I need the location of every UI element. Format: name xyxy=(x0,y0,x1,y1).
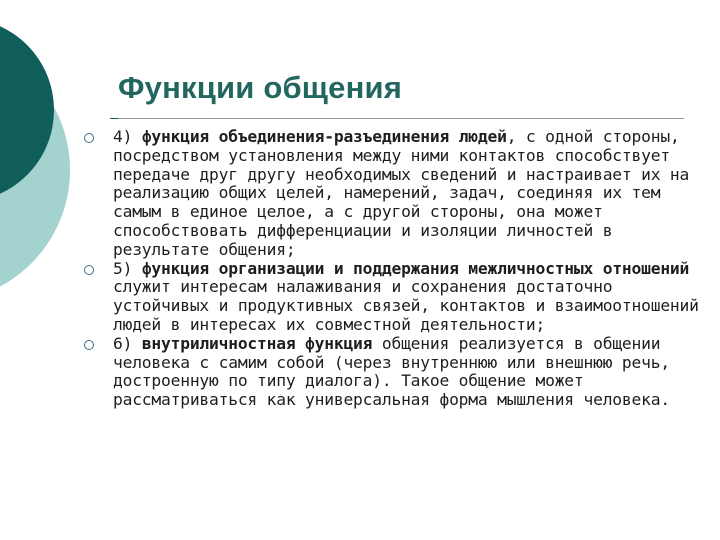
item-description: общения реализуется в общении человека с самим собой (через внутреннюю или внешнюю речь, достроенную по типу диалога). Такое общение может рассматриваться как универсальная форма мышления человека. xyxy=(113,333,670,410)
slide-title: Функции общения xyxy=(118,70,403,105)
bullet-circle-icon xyxy=(84,265,94,275)
item-number: 6) xyxy=(113,333,142,353)
item-description: , с одной стороны, посредством установления между ними контактов способствует передаче друг другу необходимых сведений и настраивает их на реализацию общих целей, намерений, задач, соединяя их тем самым в единое целое, а с другой стороны, она может способствовать дифференциации и изоляции личностей в результате общения; xyxy=(113,127,690,259)
list-item xyxy=(84,260,699,335)
item-bold-term: функция организации и поддержания межличностных отношений xyxy=(141,258,690,278)
list-item xyxy=(84,128,699,260)
bullet-circle-icon xyxy=(84,340,94,350)
item-description: служит интересам налаживания и сохранения достаточно устойчивых и продуктивных связей, контактов и взаимоотношений людей в интересах их совместной деятельности; xyxy=(113,277,699,334)
title-divider-accent xyxy=(110,118,118,119)
item-text xyxy=(113,128,699,260)
title-divider xyxy=(116,118,684,119)
bullet-list xyxy=(84,128,699,410)
item-text xyxy=(113,260,699,335)
bullet-circle-icon xyxy=(84,133,94,143)
item-bold-term: функция объединения-разъединения людей xyxy=(141,127,507,146)
item-number: 5) xyxy=(113,258,142,278)
item-text xyxy=(113,335,699,410)
list-item xyxy=(84,335,699,410)
item-number: 4) xyxy=(113,127,142,146)
item-bold-term: внутриличностная функция xyxy=(141,333,373,353)
